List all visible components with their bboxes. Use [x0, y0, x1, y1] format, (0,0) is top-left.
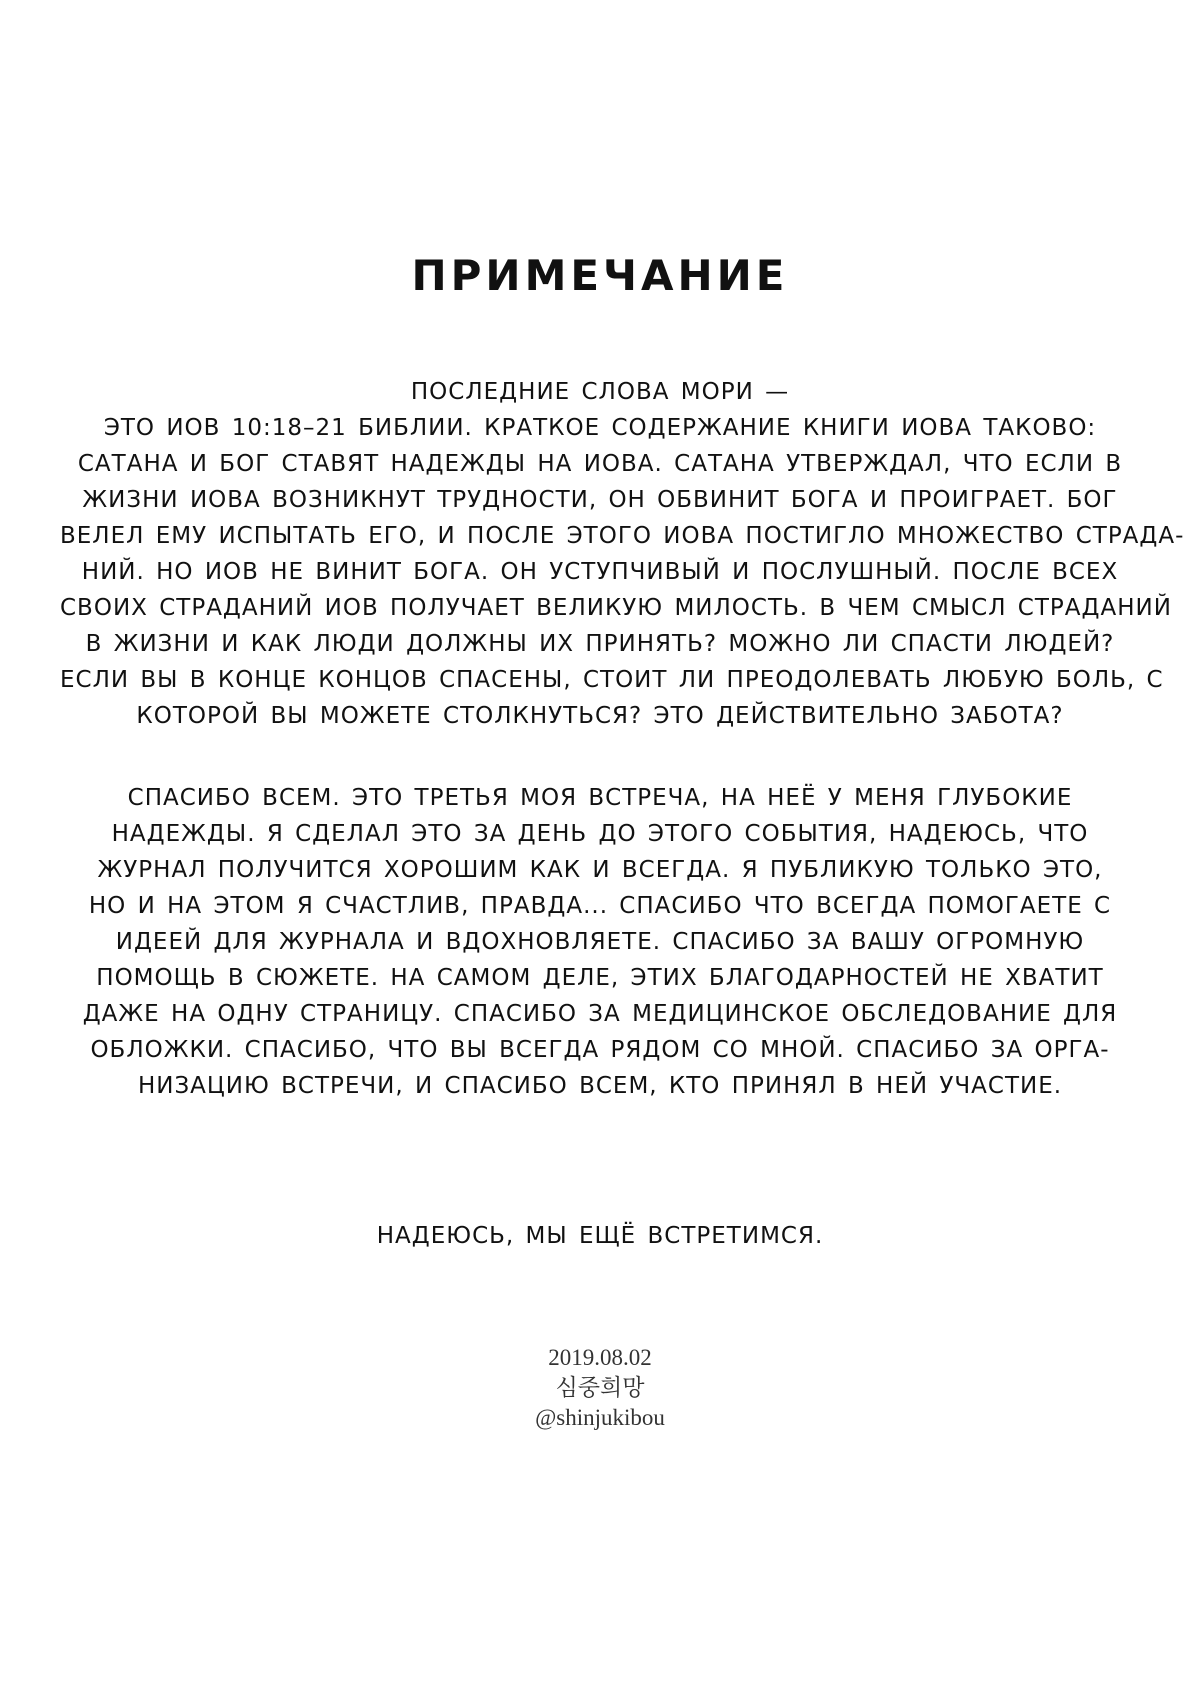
thanks-line: СПАСИБО ВСЕМ. ЭТО ТРЕТЬЯ МОЯ ВСТРЕЧА, НА НЕЁ У МЕНЯ ГЛУБОКИЕ [127, 785, 1073, 811]
page-title: ПРИМЕЧАНИЕ [411, 251, 789, 300]
farewell-line [60, 1218, 1140, 1254]
note-paragraph [60, 374, 1185, 734]
thanks-line: ЖУРНАЛ ПОЛУЧИТСЯ ХОРОШИМ КАК И ВСЕГДА. Я ПУБЛИКУЮ ТОЛЬКО ЭТО, [97, 857, 1103, 883]
note-line: В ЖИЗНИ И КАК ЛЮДИ ДОЛЖНЫ ИХ ПРИНЯТЬ? МОЖНО ЛИ СПАСТИ ЛЮДЕЙ? [85, 631, 1115, 657]
thanks-paragraph [60, 780, 1140, 1104]
note-line: ПОСЛЕДНИЕ СЛОВА МОРИ — [410, 379, 790, 405]
note-line: ВЕЛЕЛ ЕМУ ИСПЫТАТЬ ЕГО, И ПОСЛЕ ЭТОГО ИОВА ПОСТИГЛО МНОЖЕСТВО СТРАДА- [60, 523, 1185, 549]
note-line: ЕСЛИ ВЫ В КОНЦЕ КОНЦОВ СПАСЕНЫ, СТОИТ ЛИ ПРЕОДОЛЕВАТЬ ЛЮБУЮ БОЛЬ, С [60, 667, 1164, 693]
note-line: СВОИХ СТРАДАНИЙ ИОВ ПОЛУЧАЕТ ВЕЛИКУЮ МИЛОСТЬ. В ЧЕМ СМЫСЛ СТРАДАНИЙ [60, 595, 1172, 621]
thanks-line: ОБЛОЖКИ. СПАСИБО, ЧТО ВЫ ВСЕГДА РЯДОМ СО МНОЙ. СПАСИБО ЗА ОРГА- [90, 1037, 1110, 1063]
note-line: ЖИЗНИ ИОВА ВОЗНИКНУТ ТРУДНОСТИ, ОН ОБВИНИТ БОГА И ПРОИГРАЕТ. БОГ [82, 487, 1118, 513]
thanks-line: НИЗАЦИЮ ВСТРЕЧИ, И СПАСИБО ВСЕМ, КТО ПРИНЯЛ В НЕЙ УЧАСТИЕ. [137, 1073, 1063, 1099]
thanks-line: ИДЕЕЙ ДЛЯ ЖУРНАЛА И ВДОХНОВЛЯЕТЕ. СПАСИБО ЗА ВАШУ ОГРОМНУЮ [115, 929, 1085, 955]
thanks-line: ПОМОЩЬ В СЮЖЕТЕ. НА САМОМ ДЕЛЕ, ЭТИХ БЛАГОДАРНОСТЕЙ НЕ ХВАТИТ [96, 965, 1104, 991]
note-line: НИЙ. НО ИОВ НЕ ВИНИТ БОГА. ОН УСТУПЧИВЫЙ И ПОСЛУШНЫЙ. ПОСЛЕ ВСЕХ [81, 559, 1119, 585]
author-handle: @shinjukibou [535, 1405, 665, 1430]
farewell-text: НАДЕЮСЬ, МЫ ЕЩЁ ВСТРЕТИМСЯ. [376, 1223, 824, 1249]
note-line: КОТОРОЙ ВЫ МОЖЕТЕ СТОЛКНУТЬСЯ? ЭТО ДЕЙСТВИТЕЛЬНО ЗАБОТА? [136, 703, 1064, 729]
note-line: САТАНА И БОГ СТАВЯТ НАДЕЖДЫ НА ИОВА. САТАНА УТВЕРЖДАЛ, ЧТО ЕСЛИ В [77, 451, 1123, 477]
thanks-line: НАДЕЖДЫ. Я СДЕЛАЛ ЭТО ЗА ДЕНЬ ДО ЭТОГО СОБЫТИЯ, НАДЕЮСЬ, ЧТО [111, 821, 1089, 847]
thanks-line: ДАЖЕ НА ОДНУ СТРАНИЦУ. СПАСИБО ЗА МЕДИЦИНСКОЕ ОБСЛЕДОВАНИЕ ДЛЯ [82, 1001, 1118, 1027]
date-stamp: 2019.08.02 [548, 1345, 652, 1370]
thanks-line: НО И НА ЭТОМ Я СЧАСТЛИВ, ПРАВДА... СПАСИБО ЧТО ВСЕГДА ПОМОГАЕТЕ С [88, 893, 1112, 919]
credits-block [0, 1343, 1200, 1433]
author-name: 심중희망 [555, 1375, 645, 1400]
note-line: ЭТО ИОВ 10:18–21 БИБЛИИ. КРАТКОЕ СОДЕРЖАНИЕ КНИГИ ИОВА ТАКОВО: [103, 415, 1097, 441]
